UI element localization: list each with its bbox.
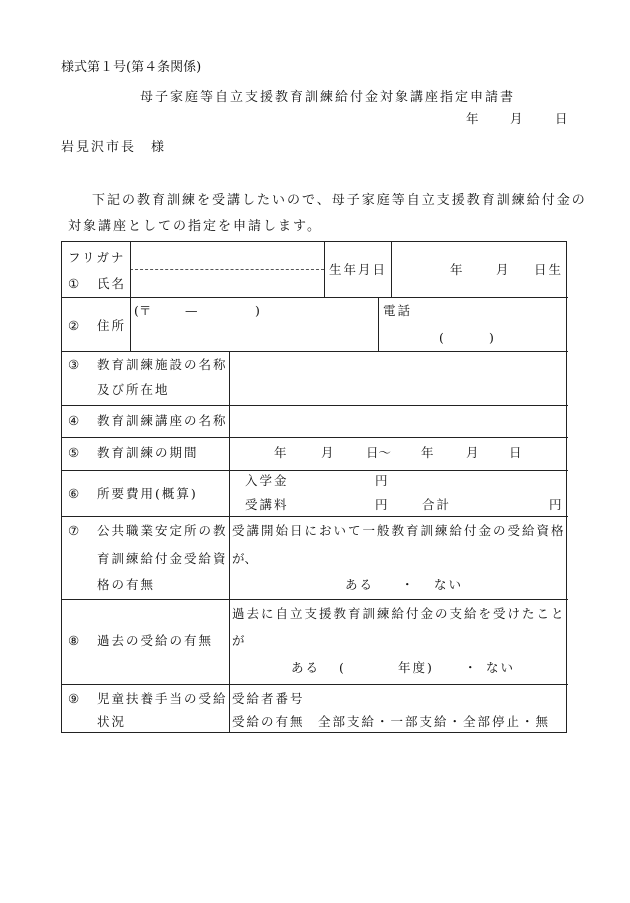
- dob-label: 生年月日: [329, 262, 388, 277]
- row-number-7: ⑦: [68, 523, 80, 538]
- eligibility-yes-option[interactable]: ある: [345, 577, 375, 592]
- phone-close: ): [489, 330, 494, 345]
- furigana-field[interactable]: [132, 244, 322, 268]
- row-number-1: ①: [68, 276, 80, 291]
- period-month-2: 月: [466, 445, 479, 460]
- period-month-1: 月: [321, 445, 334, 460]
- postal-open: (〒: [134, 303, 152, 318]
- allowance-status-label: 受給の有無: [232, 714, 305, 729]
- row-number-2: ②: [68, 318, 80, 333]
- date-month: 月: [510, 111, 523, 126]
- allowance-status-options[interactable]: 全部支給・一部支給・全部停止・無: [318, 714, 551, 729]
- eligibility-label-3: 格の有無: [97, 577, 156, 592]
- allowance-label-1: 児童扶養手当の受給: [97, 691, 228, 706]
- application-table: [61, 241, 567, 733]
- dob-year: 年: [450, 262, 463, 277]
- past-label: 過去の受給の有無: [97, 633, 214, 648]
- row-number-5: ⑤: [68, 445, 80, 460]
- name-field[interactable]: [132, 271, 322, 295]
- period-year-2: 年: [421, 445, 434, 460]
- eligibility-no-option[interactable]: ない: [434, 577, 464, 592]
- course-label: 教育訓練講座の名称: [97, 413, 228, 428]
- eligibility-text-2: が、: [232, 551, 258, 566]
- intro-line-2: 対象講座としての指定を申請します。: [68, 219, 322, 234]
- allowance-label-2: 状況: [97, 714, 127, 729]
- period-day-1: 日〜: [366, 445, 392, 460]
- dob-suffix: 日生: [534, 262, 564, 277]
- cost-label: 所要費用(概算): [97, 486, 198, 501]
- tuition-yen: 円: [375, 497, 388, 512]
- total-label: 合計: [422, 497, 452, 512]
- furigana-label: フリガナ: [68, 250, 126, 265]
- phone-label: 電話: [383, 303, 413, 318]
- eligibility-label-1: 公共職業安定所の教: [97, 523, 228, 538]
- postal-dash: —: [185, 303, 198, 318]
- past-paren-open: (: [339, 660, 344, 675]
- name-label: 氏名: [97, 276, 127, 291]
- facility-label-2: 及び所在地: [97, 382, 170, 397]
- phone-open: (: [439, 330, 444, 345]
- row-number-8: ⑧: [68, 633, 80, 648]
- period-label: 教育訓練の期間: [97, 445, 199, 460]
- past-text-1: 過去に自立支援教育訓練給付金の支給を受けたこと: [232, 606, 566, 621]
- total-yen: 円: [549, 497, 562, 512]
- period-day-2: 日: [509, 445, 522, 460]
- row-number-4: ④: [68, 413, 80, 428]
- past-yes-option[interactable]: ある: [291, 660, 321, 675]
- admission-yen: 円: [375, 473, 388, 488]
- row-number-3: ③: [68, 357, 80, 372]
- past-text-2: が: [232, 633, 245, 648]
- course-field[interactable]: [232, 408, 564, 434]
- row-number-6: ⑥: [68, 486, 80, 501]
- row-number-9: ⑨: [68, 691, 80, 706]
- past-no-option[interactable]: ない: [486, 660, 516, 675]
- period-year-1: 年: [274, 445, 287, 460]
- date-day: 日: [555, 111, 568, 126]
- intro-line-1: 下記の教育訓練を受講したいので、母子家庭等自立支援教育訓練給付金の: [92, 193, 587, 208]
- eligibility-separator: ・: [401, 577, 414, 592]
- postal-close: ): [255, 303, 260, 318]
- recipient-number-label: 受給者番号: [232, 691, 305, 706]
- past-fiscal-year: 年度): [398, 660, 434, 675]
- addressee: 岩見沢市長 様: [61, 140, 167, 155]
- dob-month: 月: [496, 262, 509, 277]
- tuition-label: 受講料: [245, 497, 289, 512]
- eligibility-label-2: 育訓練給付金受給資: [97, 551, 228, 566]
- past-separator: ・: [464, 660, 477, 675]
- facility-label-1: 教育訓練施設の名称: [97, 357, 228, 372]
- form-number: 様式第１号(第４条関係): [61, 60, 202, 75]
- admission-label: 入学金: [245, 473, 289, 488]
- facility-field[interactable]: [232, 354, 564, 402]
- document-title: 母子家庭等自立支援教育訓練給付金対象講座指定申請書: [140, 90, 516, 105]
- eligibility-text-1: 受講開始日において一般教育訓練給付金の受給資格: [232, 523, 566, 538]
- address-label: 住所: [97, 318, 127, 333]
- date-year: 年: [466, 111, 479, 126]
